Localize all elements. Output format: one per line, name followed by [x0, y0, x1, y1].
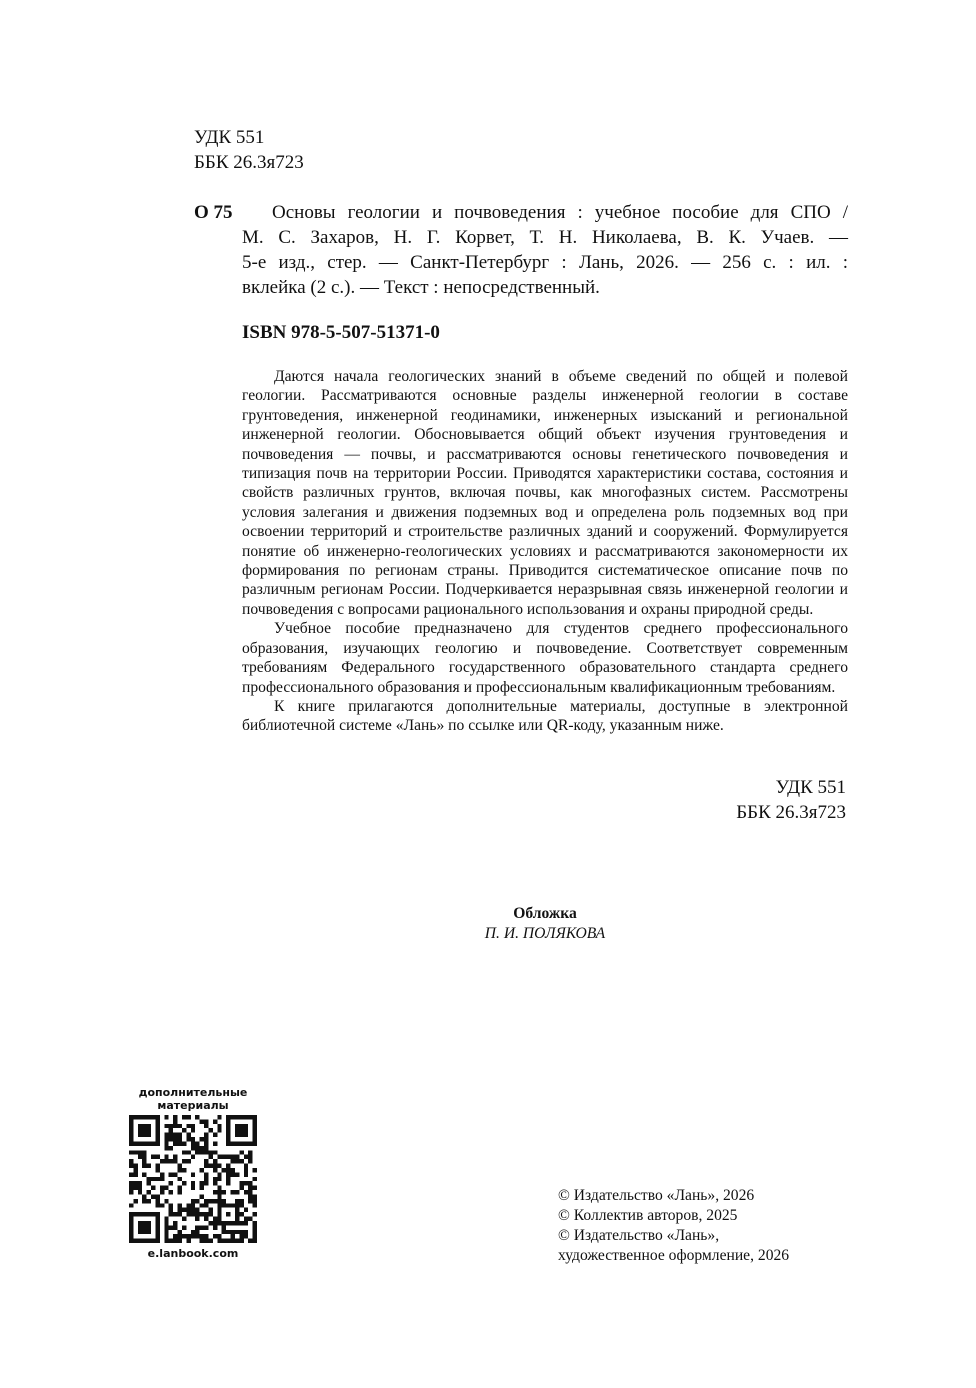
udk-code-bottom: УДК 551 — [775, 777, 846, 798]
qr-caption-line-1: дополнительные — [138, 1086, 248, 1099]
bib-line-4: вклейка (2 с.). — Текст : непосредственный. — [242, 277, 600, 298]
bib-line-2: М. С. Захаров, Н. Г. Корвет, Т. Н. Николаева, В. К. Учаев. — — [242, 227, 848, 248]
qr-url: e.lanbook.com — [147, 1247, 239, 1260]
abstract-paragraph-3: К книге прилагаются дополнительные материалы, доступные в электронной библиотечной системе «Лань» по ссылке или QR-коду, указанным ниже. — [242, 697, 848, 735]
qr-block — [128, 1086, 258, 1260]
copyright-line-1: © Издательство «Лань», 2026 — [558, 1187, 755, 1204]
abstract — [242, 367, 848, 736]
author-code: О 75 — [194, 202, 233, 223]
cover-credit — [415, 904, 675, 944]
cover-heading: Обложка — [513, 905, 577, 922]
bib-line-3: 5-е изд., стер. — Санкт-Петербург : Лань, 2026. — 256 с. : ил. : — [242, 252, 848, 273]
classification-top — [194, 125, 304, 175]
bbk-code-bottom: ББК 26.3я723 — [736, 802, 846, 823]
isbn: ISBN 978-5-507-51371-0 — [242, 322, 440, 343]
abstract-paragraph-2: Учебное пособие предназначено для студентов среднего профессионального образования, изучающих геологию и почвоведение. Соответствует современным требованиям Федерального государственного образовательного стандарта среднего профессионального образования и профессиональным квалификационным требованиям. — [242, 620, 848, 696]
udk-code: УДК 551 — [194, 127, 265, 148]
cover-designer: П. И. ПОЛЯКОВА — [484, 925, 606, 942]
copyright-line-2: © Коллектив авторов, 2025 — [558, 1207, 738, 1224]
copyright-line-4: художественное оформление, 2026 — [558, 1247, 790, 1264]
abstract-paragraph-1: Даются начала геологических знаний в объеме сведений по общей и полевой геологии. Рассматриваются основные разделы инженерной геологии в составе грунтоведения, инженерной геодинамики, инженерных изысканий и региональной инженерной геологии. Обосновывается общий объект изучения грунтоведения и почвоведения — почвы, и рассматриваются основы генетического почвоведения и типизация почв на территории России. Приводятся характеристики состава, состояния и свойств различных грунтов, включая почвы, как многофазных систем. Рассмотрены условия залегания и движения подземных вод и определена роль подземных вод при освоении территорий и строительстве различных зданий и сооружений. Формулируется понятие об инженерно-геологических условиях и рассматриваются закономерности их формирования по регионам страны. Приводится систематическое описание почв по различным регионам России. Подчеркивается неразрывная связь инженерной геологии и почвоведения с вопросами рационального использования и охраны природной среды. — [242, 368, 848, 618]
qr-caption-line-2: материалы — [157, 1099, 229, 1112]
copyright-block — [558, 1186, 789, 1266]
copyright-line-3: © Издательство «Лань», — [558, 1227, 720, 1244]
bibliographic-entry — [242, 200, 848, 300]
bbk-code: ББК 26.3я723 — [194, 152, 304, 173]
bib-line-1: Основы геологии и почвоведения : учебное пособие для СПО / — [272, 202, 848, 223]
classification-bottom — [736, 775, 846, 825]
qr-code-icon[interactable] — [129, 1115, 257, 1243]
